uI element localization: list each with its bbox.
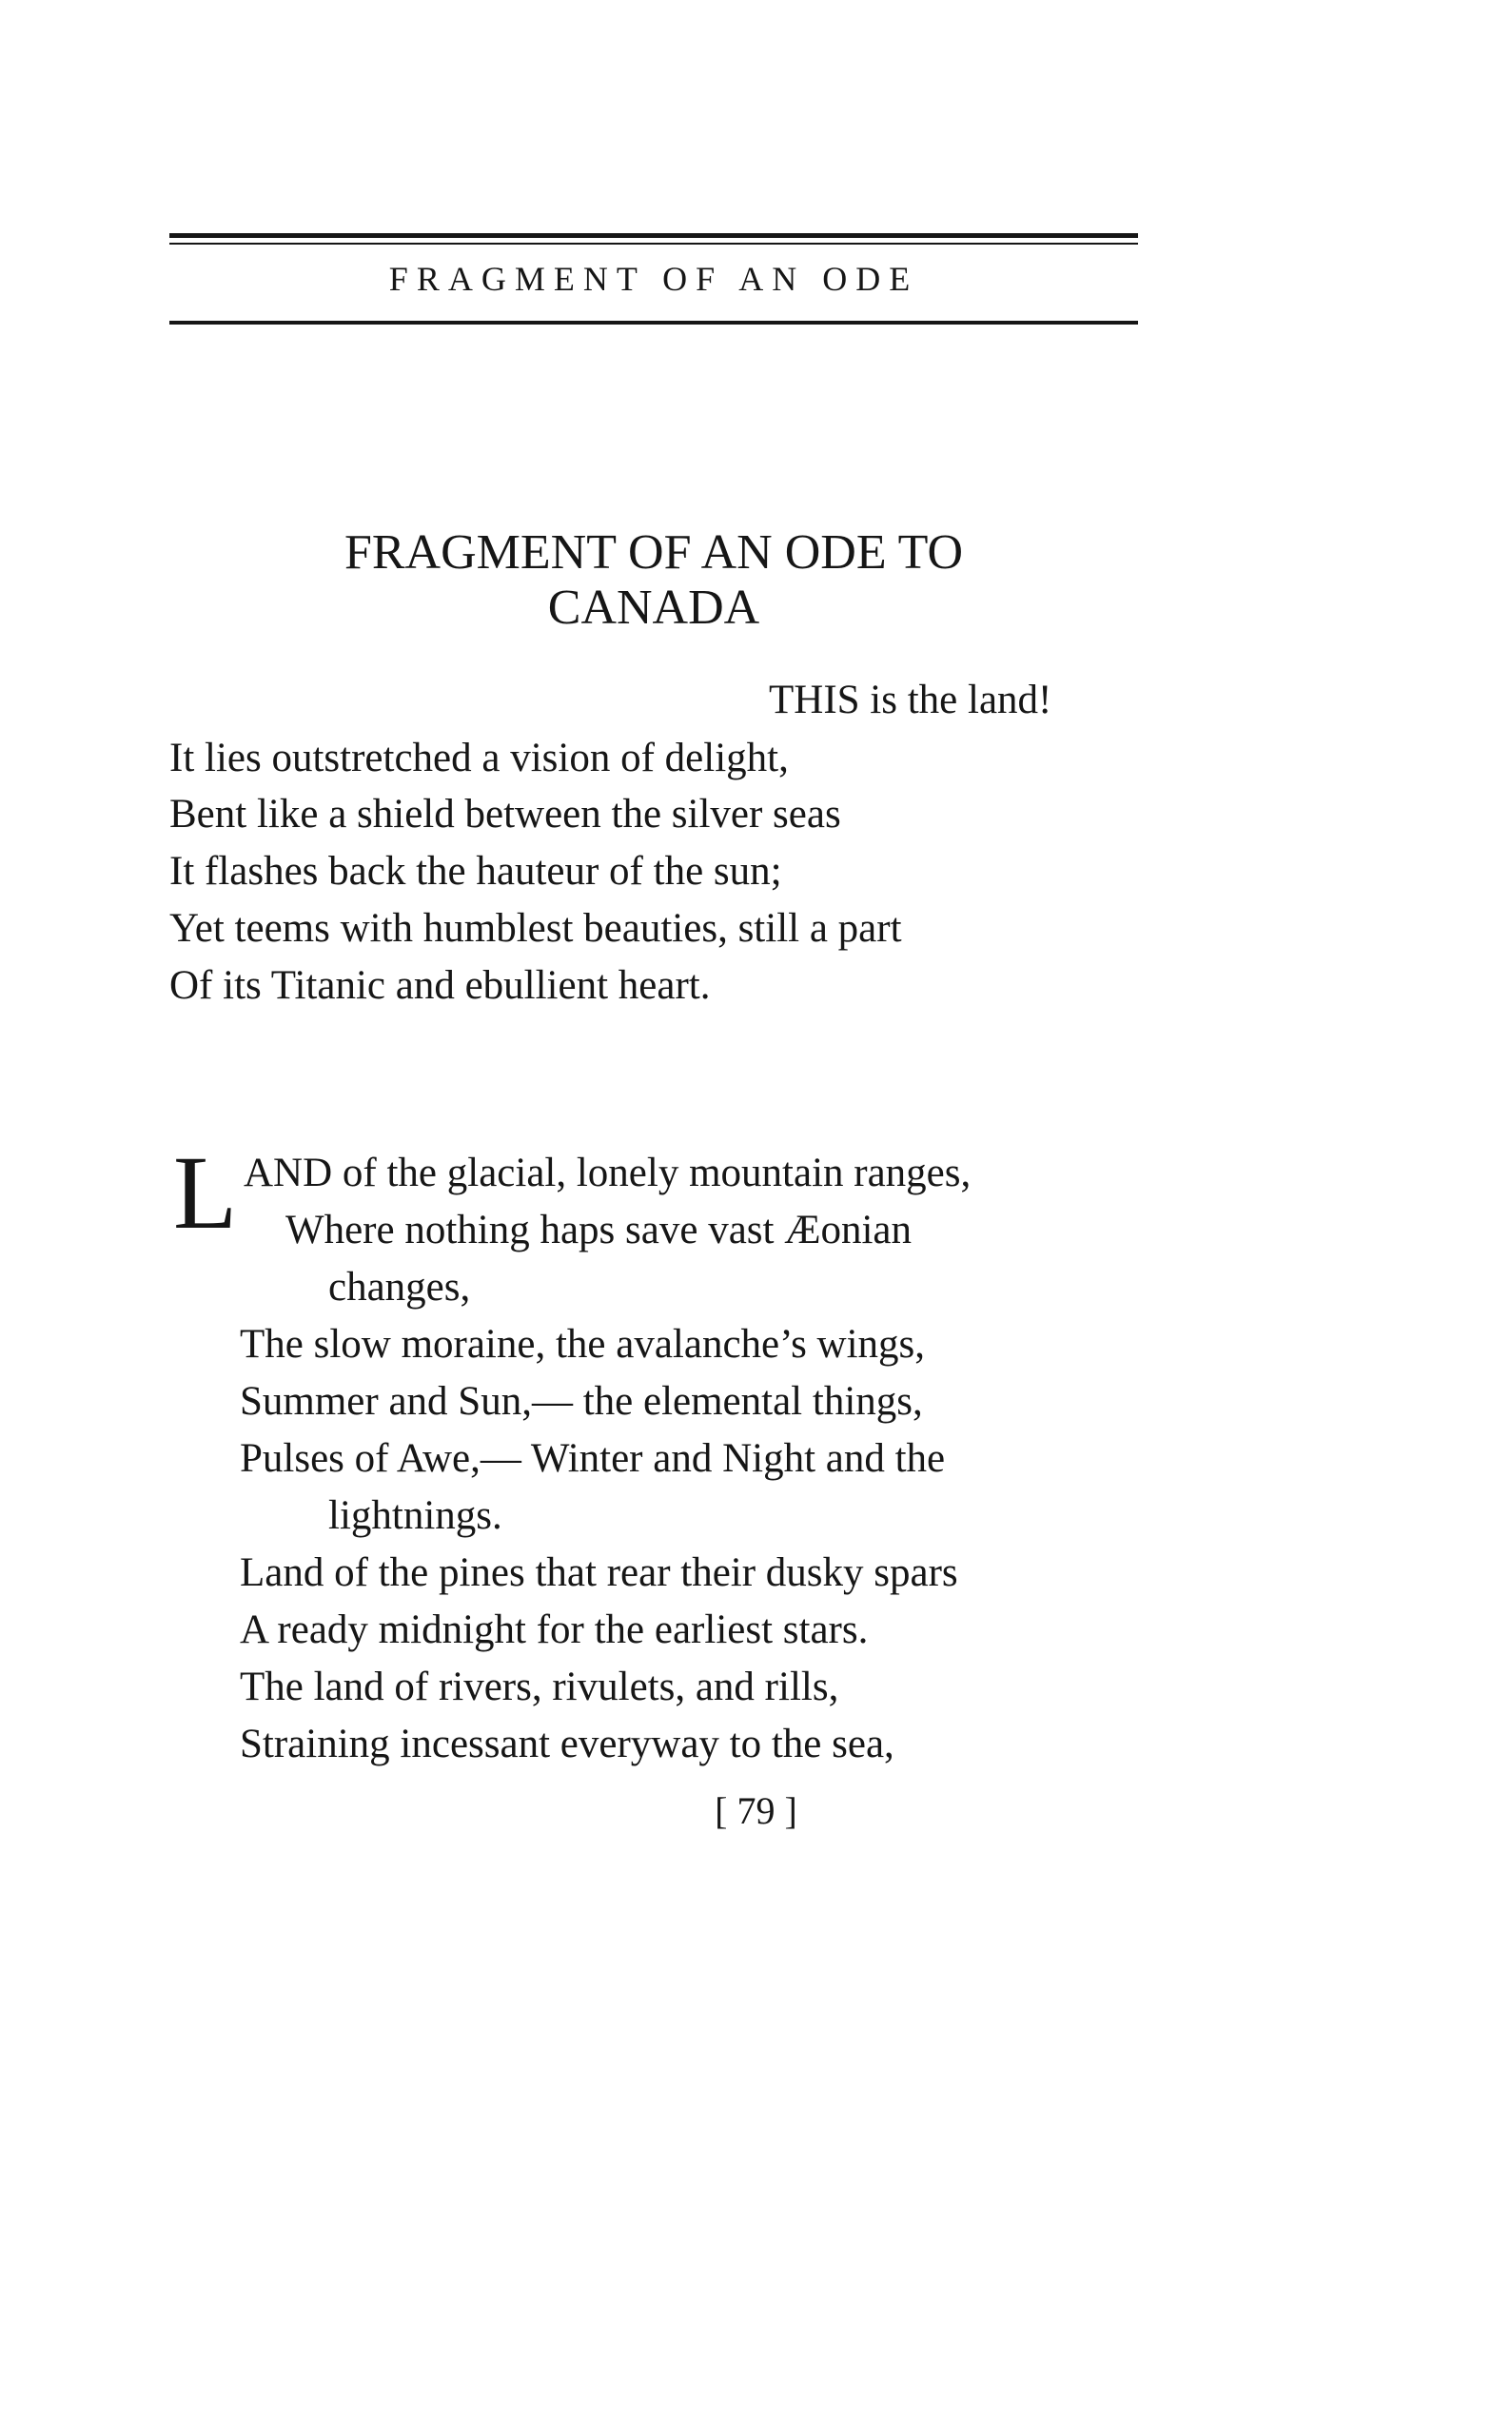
running-head-title: FRAGMENT OF AN ODE [388,260,919,298]
poem-line: Bent like a shield between the silver seas [169,792,841,837]
poem-title-line-1: FRAGMENT OF AN ODE TO [344,525,964,580]
poem-line: AND of the glacial, lonely mountain ranges, [244,1151,972,1195]
header-rule-bottom [169,321,1138,325]
poem-title [169,525,1138,636]
poem-line: Straining incessant everyway to the sea, [240,1722,894,1766]
poem-line: The slow moraine, the avalanche’s wings, [240,1322,926,1367]
poem-line: Where nothing haps save vast Æonian [285,1208,912,1252]
poem-line: lightnings. [328,1493,502,1538]
poem-line: Summer and Sun,— the elemental things, [240,1379,923,1424]
poem-line: THIS is the land! [769,678,1052,722]
poem-line: A ready midnight for the earliest stars. [240,1607,869,1652]
header-rule-thick [169,233,1138,238]
poem-line: It flashes back the hauteur of the sun; [169,849,782,894]
poem-line: Land of the pines that rear their dusky spars [240,1550,958,1595]
drop-cap: L [173,1134,238,1251]
poem-line: changes, [328,1265,471,1310]
poem-line: Yet teems with humblest beauties, still a part [169,906,902,951]
poem-line: The land of rivers, rivulets, and rills, [240,1665,839,1709]
poem-line: Of its Titanic and ebullient heart. [169,963,711,1008]
poem-title-line-2: CANADA [547,581,760,635]
page-number: [ 79 ] [715,1789,797,1832]
running-head [169,233,1138,328]
poem-line: It lies outstretched a vision of delight, [169,736,789,780]
header-rule-thin [169,243,1138,245]
poem-line: Pulses of Awe,— Winter and Night and the [240,1436,946,1481]
